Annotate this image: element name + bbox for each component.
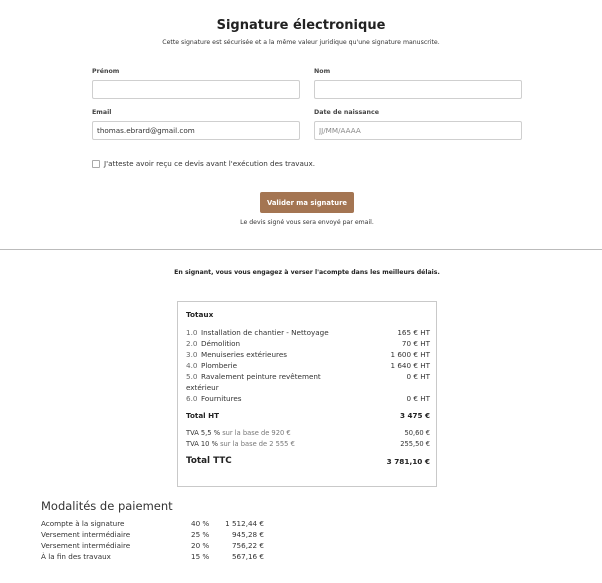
- totals-line: [186, 350, 430, 361]
- line-number: 2.0: [186, 339, 198, 348]
- firstname-input[interactable]: [92, 80, 300, 99]
- totals-panel: [177, 301, 437, 487]
- payment-label: Acompte à la signature: [41, 519, 125, 528]
- total-ttc-value: 3 781,10 €: [386, 457, 430, 466]
- payment-terms-title: Modalités de paiement: [41, 499, 173, 513]
- totals-line: [186, 361, 430, 372]
- tva-base: sur la base de 2 555 €: [220, 440, 295, 448]
- payment-percent: 20 %: [191, 541, 210, 550]
- engagement-notice: En signant, vous vous engagez à verser l'acompte dans les meilleurs délais.: [174, 269, 440, 276]
- email-input[interactable]: [92, 121, 300, 140]
- totals-heading: Totaux: [186, 310, 214, 319]
- validate-signature-button[interactable]: Valider ma signature: [260, 192, 354, 213]
- line-number: 3.0: [186, 350, 198, 359]
- signature-subtitle: Cette signature est sécurisée et a la même valeur juridique qu'une signature manuscrite.: [162, 39, 440, 46]
- section-divider: [0, 249, 602, 250]
- line-number: 1.0: [186, 328, 198, 337]
- tva-rate: TVA 5,5 %: [186, 429, 221, 437]
- payment-percent: 25 %: [191, 530, 210, 539]
- tva-base: sur la base de 920 €: [222, 429, 291, 437]
- payment-amount: 756,22 €: [231, 541, 264, 550]
- line-label: Démolition: [201, 339, 241, 348]
- line-amount: 70 € HT: [401, 339, 430, 348]
- line-number: 4.0: [186, 361, 198, 370]
- attest-label[interactable]: J'atteste avoir reçu ce devis avant l'exécution des travaux.: [104, 159, 315, 168]
- line-amount: 0 € HT: [406, 372, 430, 381]
- payment-row: [41, 530, 301, 541]
- line-label: Menuiseries extérieures: [201, 350, 287, 359]
- lastname-input[interactable]: [314, 80, 522, 99]
- line-number: 6.0: [186, 394, 198, 403]
- payment-amount: 945,28 €: [231, 530, 264, 539]
- payment-row: [41, 519, 301, 530]
- line-label: Plomberie: [201, 361, 238, 370]
- tva-rate: TVA 10 %: [186, 440, 218, 448]
- payment-percent: 40 %: [191, 519, 210, 528]
- totals-line: [186, 394, 430, 405]
- email-label: Email: [92, 109, 112, 116]
- line-amount: 1 600 € HT: [390, 350, 430, 359]
- payment-percent: 15 %: [191, 552, 210, 561]
- total-ht-label: Total HT: [186, 411, 220, 420]
- birthdate-label: Date de naissance: [314, 109, 380, 116]
- total-ttc-label: Total TTC: [186, 456, 232, 466]
- line-label: Ravalement peinture revêtement: [201, 372, 321, 381]
- payment-label: Versement intermédiaire: [41, 530, 131, 539]
- payment-amount: 567,16 €: [231, 552, 264, 561]
- lastname-label: Nom: [314, 68, 331, 75]
- birthdate-input[interactable]: [314, 121, 522, 140]
- payment-row: [41, 552, 301, 563]
- email-note: Le devis signé vous sera envoyé par email.: [240, 219, 374, 226]
- signature-title: Signature électronique: [216, 18, 386, 33]
- tva-row: [186, 428, 430, 439]
- line-amount: 0 € HT: [406, 394, 430, 403]
- totals-line-continuation: [186, 383, 430, 394]
- tva-row: [186, 439, 430, 450]
- tva-amount: 255,50 €: [400, 440, 430, 448]
- line-label: Installation de chantier - Nettoyage: [201, 328, 329, 337]
- line-label: Fournitures: [201, 394, 242, 403]
- total-ttc-row: [186, 456, 430, 467]
- totals-line: [186, 339, 430, 350]
- line-number: 5.0: [186, 372, 198, 381]
- payment-label: À la fin des travaux: [41, 552, 111, 561]
- payment-label: Versement intermédiaire: [41, 541, 131, 550]
- totals-line: [186, 372, 430, 383]
- tva-amount: 50,60 €: [404, 429, 430, 437]
- payment-amount: 1 512,44 €: [225, 519, 264, 528]
- payment-row: [41, 541, 301, 552]
- attest-checkbox[interactable]: [92, 160, 100, 168]
- totals-line: [186, 328, 430, 339]
- firstname-label: Prénom: [92, 68, 120, 75]
- total-ht-row: [186, 411, 430, 422]
- line-amount: 165 € HT: [397, 328, 430, 337]
- total-ht-value: 3 475 €: [399, 411, 430, 420]
- line-label-continued: extérieur: [186, 383, 219, 392]
- line-amount: 1 640 € HT: [390, 361, 430, 370]
